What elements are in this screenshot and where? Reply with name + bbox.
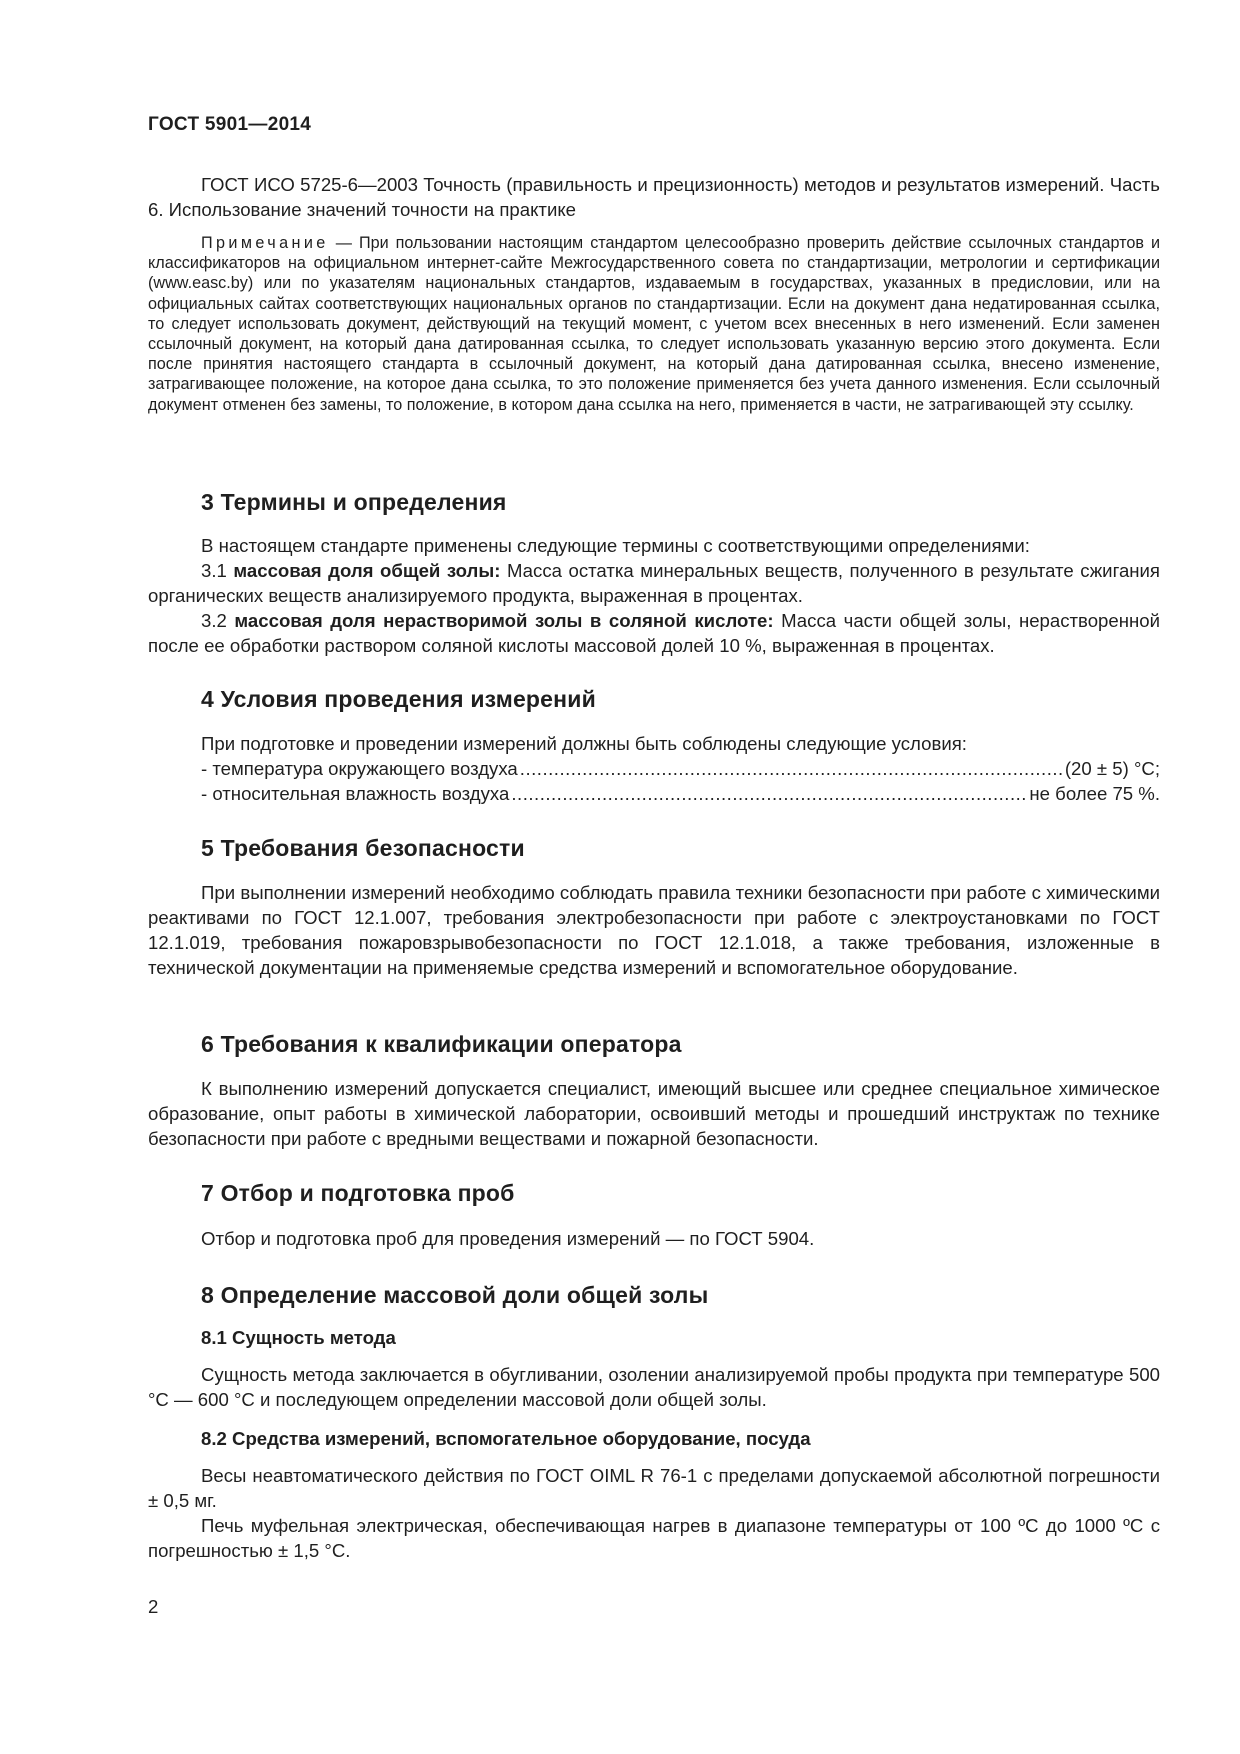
note-label: Примечание xyxy=(201,234,329,252)
term-number: 3.2 xyxy=(201,610,235,631)
condition-label: - температура окружающего воздуха xyxy=(201,758,518,779)
dot-leader xyxy=(511,781,1027,806)
page-number: 2 xyxy=(148,1596,159,1617)
equipment-scales: Весы неавтоматического действия по ГОСТ OIML R 76-1 с пределами допускаемой абсолютной погрешности ± 0,5 мг. xyxy=(148,1465,1160,1511)
dot-leader xyxy=(520,756,1063,781)
note-text: — При пользовании настоящим стандартом целесообразно проверить действие ссылочных стандартов и классификаторов на официальном интернет-сайте Межгосударственного совета по стандартизации, метрологии и сертификации (www.easc.by) или по указателям национальных стандартов, издаваемым в государствах, указанных в предисловии, или на официальных сайтах соответствующих национальных органов по стандартизации. Если на документ дана недатированная ссылка, то следует использовать документ, действующий на текущий момент, с учетом всех внесенных в него изменений. Если заменен ссылочный документ, на который дана датированная ссылка, то следует использовать указанную версию этого документа. Если после принятия настоящего стандарта в ссылочный документ, на который дана датированная ссылка, внесено изменение, затрагивающее положение, на которое дана ссылка, то это положение применяется без учета данного изменения. Если ссылочный документ отменен без замены, то положение, в котором дана ссылка на него, применяется в части, не затрагивающей эту ссылку. xyxy=(148,234,1160,414)
subsection-8-2-body xyxy=(148,1463,1160,1563)
term-name: массовая доля нерастворимой золы в соляной кислоте: xyxy=(234,610,774,631)
section-3-body xyxy=(148,533,1160,658)
standard-header: ГОСТ 5901—2014 xyxy=(148,114,312,135)
section-4-intro: При подготовке и проведении измерений должны быть соблюдены следующие условия: xyxy=(201,733,967,754)
section-7-text: Отбор и подготовка проб для проведения измерений — по ГОСТ 5904. xyxy=(201,1228,815,1249)
condition-value: не более 75 %. xyxy=(1029,783,1160,804)
subsection-8-1-text: Сущность метода заключается в обугливании, озолении анализируемой пробы продукта при температуре 500 °С — 600 °С и последующем определении массовой доли общей золы. xyxy=(148,1364,1160,1410)
section-8-title: 8 Определение массовой доли общей золы xyxy=(201,1282,709,1308)
section-5-title: 5 Требования безопасности xyxy=(201,835,525,861)
section-6-text: К выполнению измерений допускается специалист, имеющий высшее или среднее специальное химическое образование, опыт работы в химической лаборатории, освоивший методы и прошедший инструктаж по технике безопасности при работе с вредными веществами и пожарной безопасности. xyxy=(148,1078,1160,1149)
section-4-title: 4 Условия проведения измерений xyxy=(201,686,596,712)
section-3-title: 3 Термины и определения xyxy=(201,489,507,515)
condition-value: (20 ± 5) °С; xyxy=(1064,758,1160,779)
section-6-title: 6 Требования к квалификации оператора xyxy=(201,1031,682,1057)
term-name: массовая доля общей золы: xyxy=(233,560,501,581)
subsection-8-2-title: 8.2 Средства измерений, вспомогательное оборудование, посуда xyxy=(201,1428,811,1449)
term-number: 3.1 xyxy=(201,560,234,581)
reference-paragraph: ГОСТ ИСО 5725-6—2003 Точность (правильность и прецизионность) методов и результатов измерений. Часть 6. Использование значений точности на практике xyxy=(148,174,1160,220)
condition-humidity xyxy=(148,781,1160,806)
section-5-text: При выполнении измерений необходимо соблюдать правила техники безопасности при работе с химическими реактивами по ГОСТ 12.1.007, требования электробезопасности при работе с электроустановками по ГОСТ 12.1.019, требования пожаровзрывобезопасности по ГОСТ 12.1.018, а также требования, изложенные в технической документации на применяемые средства измерений и вспомогательное оборудование. xyxy=(148,882,1160,978)
term-definition: Масса части общей золы, нерастворенной после ее обработки раствором соляной кислоты массовой долей 10 %, выраженная в процентах. xyxy=(148,610,1161,656)
term-3-2 xyxy=(148,608,1160,658)
note-paragraph xyxy=(148,233,1160,415)
equipment-furnace: Печь муфельная электрическая, обеспечивающая нагрев в диапазоне температуры от 100 ºС до 1000 ºС с погрешностью ± 1,5 °С. xyxy=(148,1515,1160,1561)
condition-temperature xyxy=(148,756,1160,781)
subsection-8-1-title: 8.1 Сущность метода xyxy=(201,1327,396,1348)
section-4-body xyxy=(148,731,1160,806)
condition-label: - относительная влажность воздуха xyxy=(201,783,510,804)
section-7-title: 7 Отбор и подготовка проб xyxy=(201,1180,515,1206)
section-3-intro: В настоящем стандарте применены следующие термины с соответствующими определениями: xyxy=(201,535,1030,556)
term-3-1 xyxy=(148,558,1160,608)
term-definition: Масса остатка минеральных веществ, полученного в результате сжигания органических веществ анализируемого продукта, выраженная в процентах. xyxy=(148,560,1161,606)
